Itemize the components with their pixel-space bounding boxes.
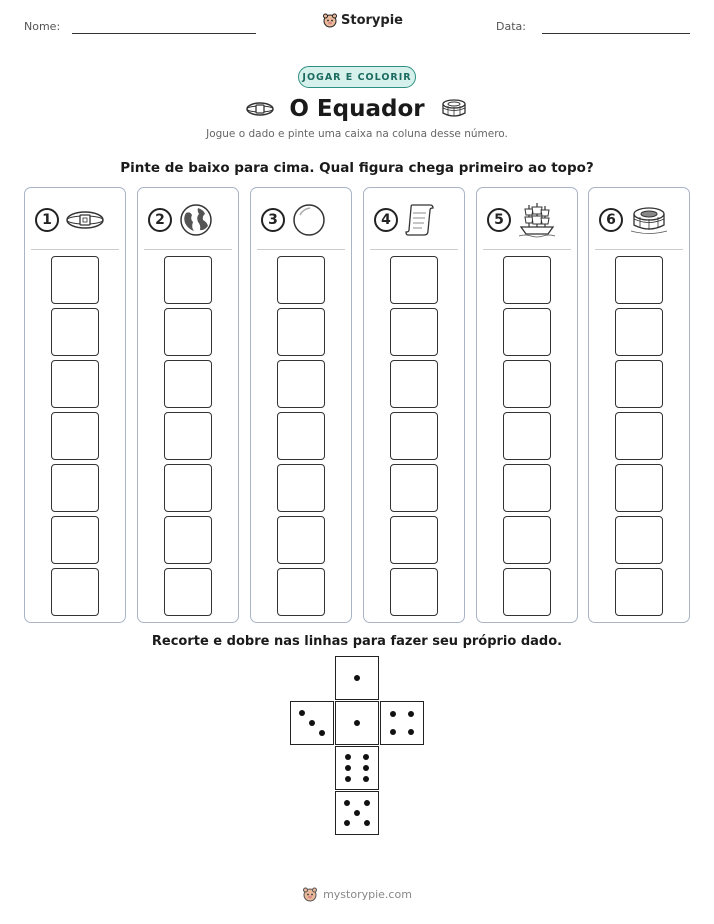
subtitle: Jogue o dado e pinte uma caixa na coluna desse número. <box>206 128 508 140</box>
footer-url[interactable]: mystorypie.com <box>323 887 412 901</box>
die-pip <box>354 675 360 681</box>
name-line <box>72 33 256 34</box>
column-number: 3 <box>261 208 285 232</box>
color-box[interactable] <box>277 568 325 616</box>
color-box[interactable] <box>277 412 325 460</box>
color-box[interactable] <box>503 516 551 564</box>
die-face-3 <box>290 701 334 745</box>
brand-logo <box>322 12 403 28</box>
die-instruction: Recorte e dobre nas linhas para fazer seu próprio dado. <box>151 634 563 649</box>
column-header <box>35 202 119 238</box>
column-header <box>374 202 458 238</box>
color-box[interactable] <box>503 360 551 408</box>
die-pip <box>345 754 351 760</box>
die-face-5 <box>335 791 379 835</box>
color-box[interactable] <box>277 256 325 304</box>
worksheet-header <box>0 0 714 50</box>
footer <box>0 886 714 902</box>
belt-icon <box>245 100 275 118</box>
die-pip <box>364 800 370 806</box>
die-pip <box>390 711 396 717</box>
color-box[interactable] <box>503 568 551 616</box>
color-box[interactable] <box>615 464 663 512</box>
color-box[interactable] <box>51 464 99 512</box>
column-number: 6 <box>599 208 623 232</box>
color-box[interactable] <box>503 464 551 512</box>
color-box[interactable] <box>390 308 438 356</box>
die-pip <box>363 776 369 782</box>
die-face-1 <box>335 656 379 700</box>
color-box[interactable] <box>164 568 212 616</box>
column-6 <box>588 187 690 623</box>
die-pip <box>345 776 351 782</box>
column-number: 2 <box>148 208 172 232</box>
color-box[interactable] <box>277 516 325 564</box>
page-title: O Equador <box>289 96 425 122</box>
color-box[interactable] <box>164 308 212 356</box>
color-box[interactable] <box>51 568 99 616</box>
column-divider <box>595 249 683 250</box>
die-pip <box>344 800 350 806</box>
column-header <box>261 202 345 238</box>
stone-well-icon <box>439 97 469 121</box>
dice-columns <box>24 187 690 624</box>
color-box[interactable] <box>277 464 325 512</box>
color-box[interactable] <box>615 516 663 564</box>
column-divider <box>370 249 458 250</box>
color-box[interactable] <box>164 256 212 304</box>
color-box[interactable] <box>615 568 663 616</box>
color-box[interactable] <box>503 256 551 304</box>
globe-icon <box>178 203 214 237</box>
color-box[interactable] <box>164 360 212 408</box>
title-row <box>0 92 714 126</box>
die-face-4 <box>380 701 424 745</box>
brand-name: Storypie <box>341 12 403 28</box>
color-box[interactable] <box>390 256 438 304</box>
column-number: 1 <box>35 208 59 232</box>
die-pip <box>299 710 305 716</box>
die-pip <box>354 720 360 726</box>
die-pip <box>354 810 360 816</box>
die-pip <box>319 730 325 736</box>
column-divider <box>257 249 345 250</box>
color-box[interactable] <box>615 256 663 304</box>
column-5 <box>476 187 578 623</box>
activity-badge: JOGAR E COLORIR <box>298 66 416 88</box>
color-box[interactable] <box>277 360 325 408</box>
column-number: 5 <box>487 208 511 232</box>
color-box[interactable] <box>51 360 99 408</box>
belt-icon <box>65 207 105 233</box>
column-header <box>148 202 232 238</box>
column-header <box>599 202 683 238</box>
column-divider <box>144 249 232 250</box>
date-label: Data: <box>496 20 526 33</box>
color-box[interactable] <box>503 308 551 356</box>
die-face-6 <box>335 746 379 790</box>
color-box[interactable] <box>390 568 438 616</box>
stone-well-icon <box>629 204 669 236</box>
storypie-mascot-icon <box>322 12 338 28</box>
die-pip <box>345 765 351 771</box>
column-divider <box>483 249 571 250</box>
sailing-ship-icon <box>517 201 557 239</box>
column-2 <box>137 187 239 623</box>
color-box[interactable] <box>51 516 99 564</box>
coloring-instruction: Pinte de baixo para cima. Qual figura chega primeiro ao topo? <box>120 160 594 176</box>
color-box[interactable] <box>390 516 438 564</box>
storypie-mascot-icon <box>302 886 318 902</box>
color-box[interactable] <box>390 412 438 460</box>
die-pip <box>363 754 369 760</box>
die-pip <box>408 711 414 717</box>
die-pip <box>363 765 369 771</box>
name-label: Nome: <box>24 20 61 33</box>
die-net <box>290 656 426 836</box>
date-line <box>542 33 690 34</box>
color-box[interactable] <box>51 256 99 304</box>
color-box[interactable] <box>390 360 438 408</box>
color-box[interactable] <box>164 464 212 512</box>
color-box[interactable] <box>277 308 325 356</box>
die-pip <box>390 729 396 735</box>
color-box[interactable] <box>51 412 99 460</box>
color-box[interactable] <box>503 412 551 460</box>
color-box[interactable] <box>615 308 663 356</box>
die-pip <box>309 720 315 726</box>
color-box[interactable] <box>390 464 438 512</box>
column-divider <box>31 249 119 250</box>
column-number: 4 <box>374 208 398 232</box>
column-3 <box>250 187 352 623</box>
color-box[interactable] <box>615 360 663 408</box>
die-pip <box>408 729 414 735</box>
column-header <box>487 202 571 238</box>
die-pip <box>364 820 370 826</box>
color-box[interactable] <box>51 308 99 356</box>
sphere-icon <box>291 203 327 237</box>
die-face-1 <box>335 701 379 745</box>
color-box[interactable] <box>615 412 663 460</box>
color-box[interactable] <box>164 412 212 460</box>
column-4 <box>363 187 465 623</box>
scroll-map-icon <box>404 201 436 239</box>
color-box[interactable] <box>164 516 212 564</box>
column-1 <box>24 187 126 623</box>
die-pip <box>344 820 350 826</box>
